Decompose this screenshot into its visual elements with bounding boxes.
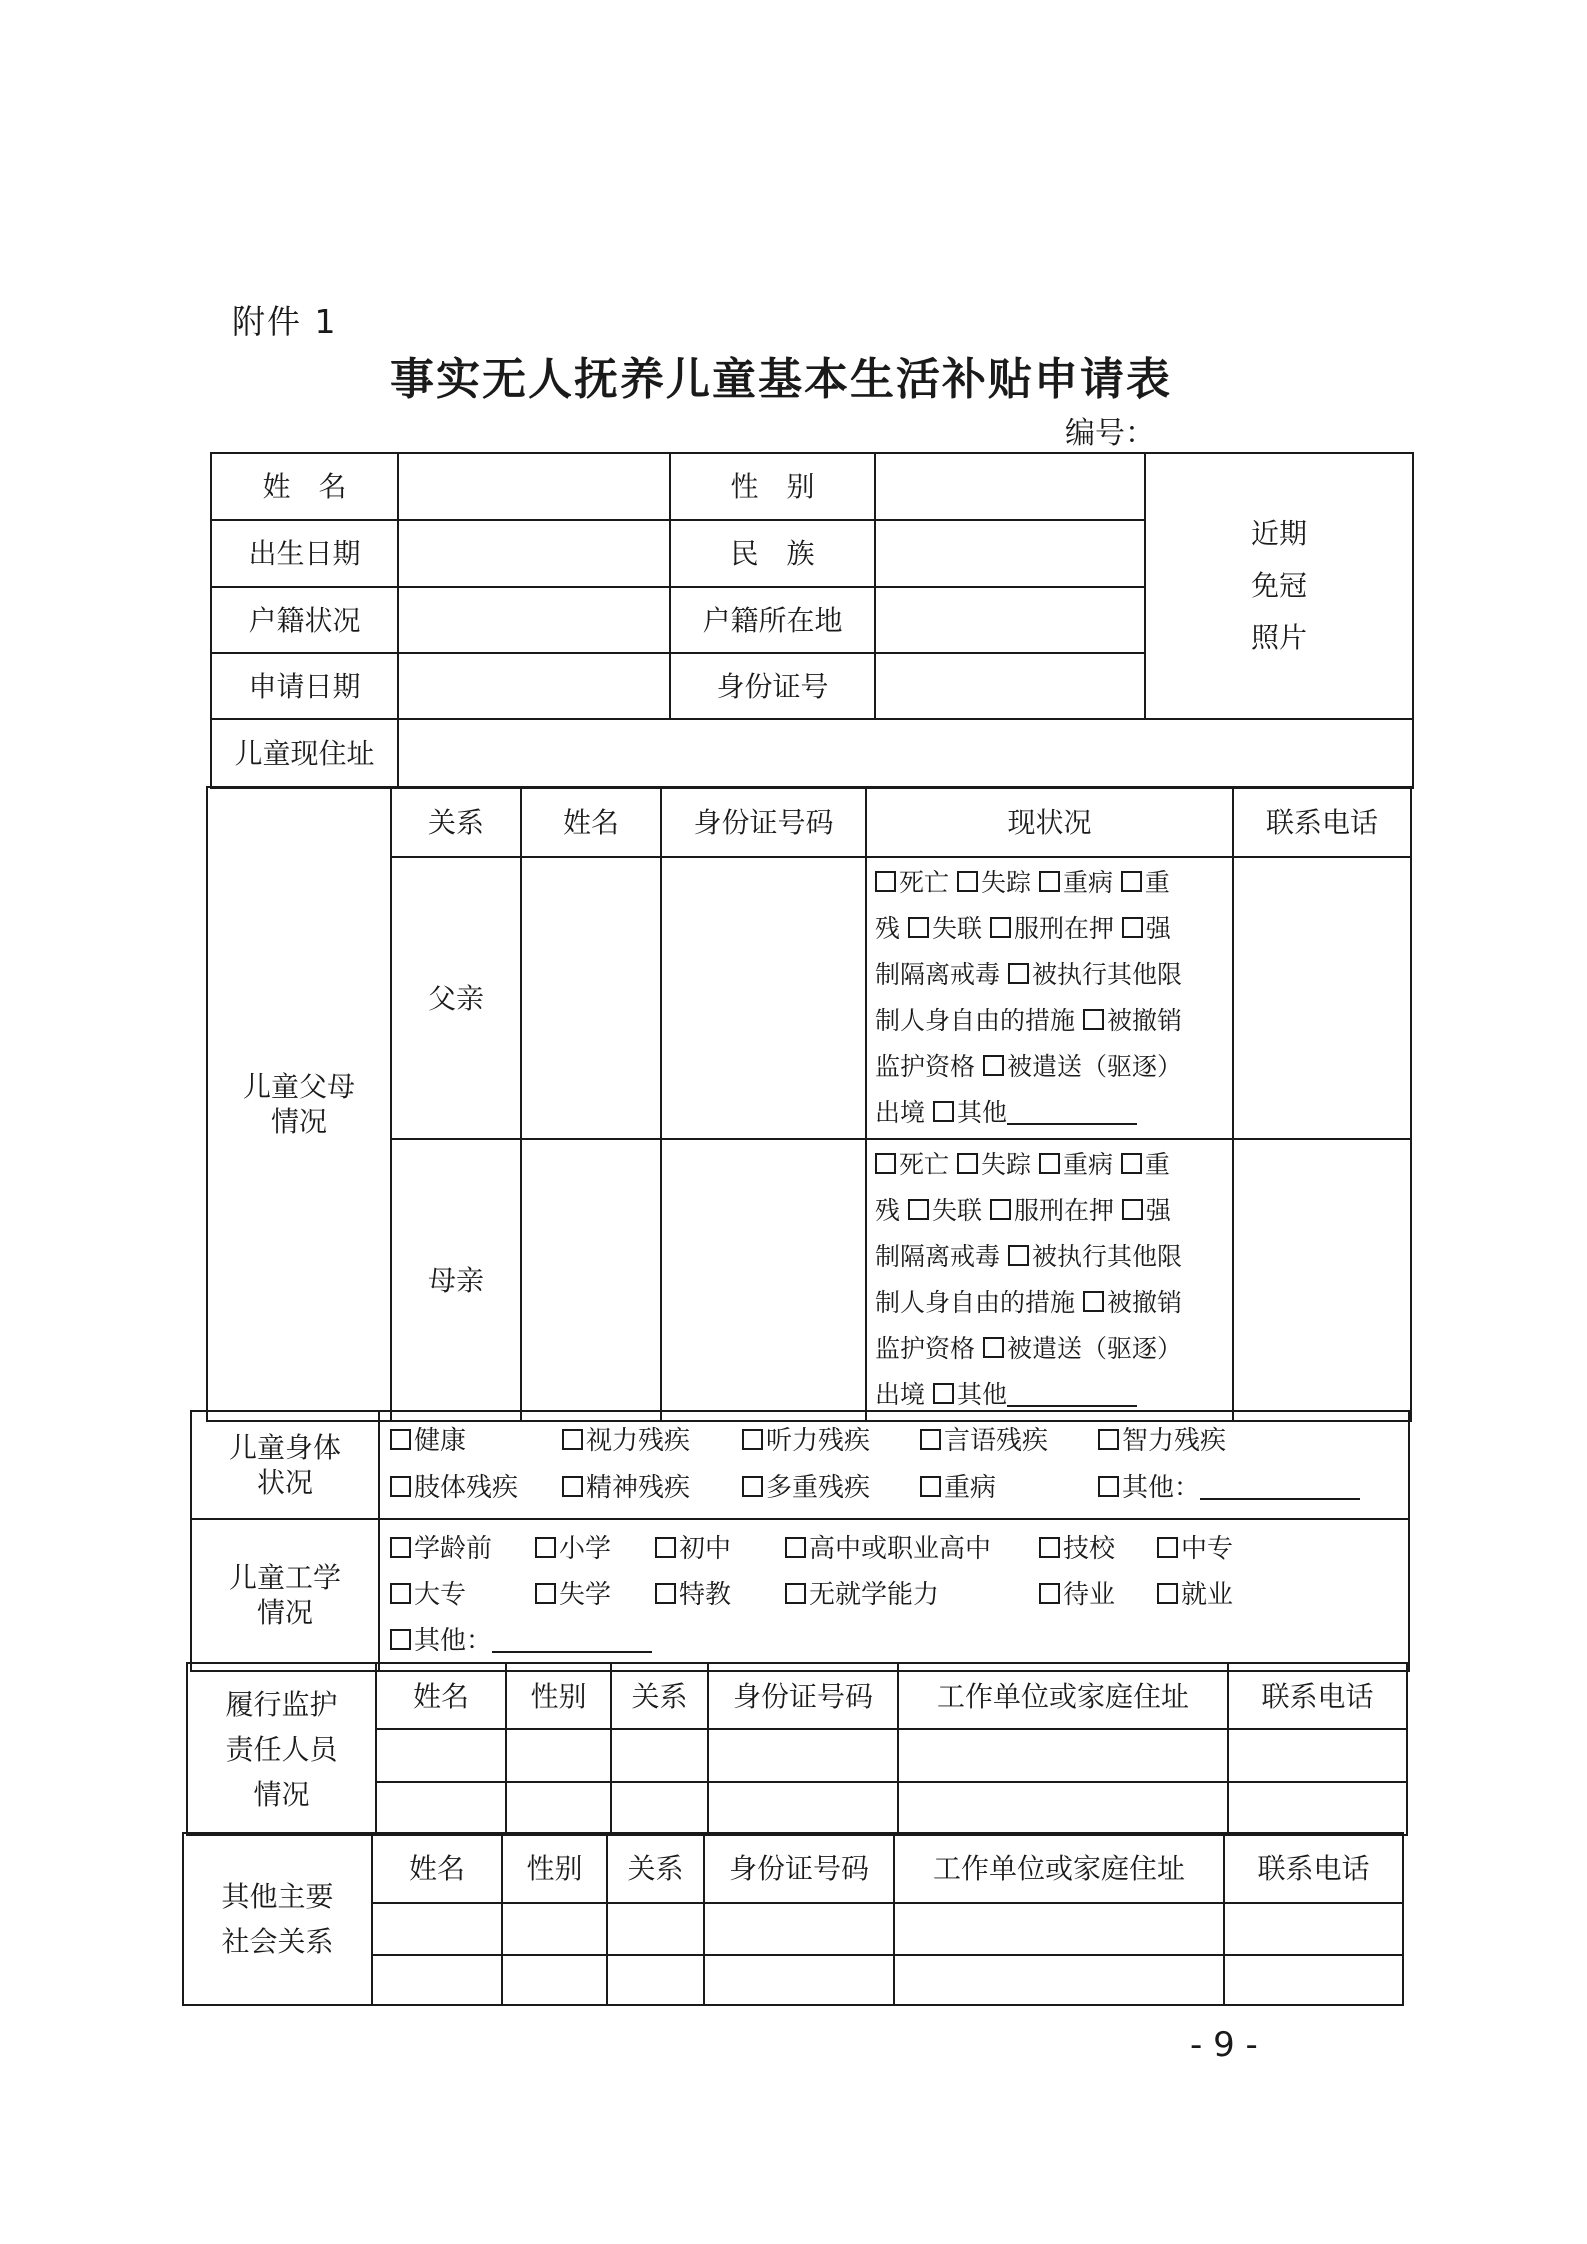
- other-blank-field[interactable]: [1007, 1099, 1137, 1125]
- study-option[interactable]: 中专: [1157, 1526, 1307, 1572]
- social-address-field[interactable]: [894, 1955, 1224, 2005]
- section-label-line: 社会关系: [221, 1925, 334, 1958]
- social-address-field[interactable]: [894, 1903, 1224, 1955]
- checkbox-icon[interactable]: [390, 1429, 411, 1450]
- checkbox-icon[interactable]: [785, 1583, 806, 1604]
- checkbox-icon[interactable]: [1157, 1583, 1178, 1604]
- guardian-gender-field[interactable]: [506, 1729, 611, 1782]
- guardian-phone-field[interactable]: [1228, 1729, 1407, 1782]
- social-phone-field[interactable]: [1224, 1903, 1403, 1955]
- checkbox-icon[interactable]: [983, 1337, 1004, 1358]
- study-option[interactable]: 大专: [390, 1572, 535, 1618]
- guardian-id-field[interactable]: [708, 1782, 898, 1835]
- health-option[interactable]: 重病: [920, 1465, 1098, 1512]
- id-number-field[interactable]: [875, 653, 1145, 719]
- checkbox-icon[interactable]: [1083, 1009, 1104, 1030]
- status-option[interactable]: 强: [1122, 906, 1171, 952]
- status-option[interactable]: 重病: [1039, 1142, 1113, 1188]
- parents-table: [206, 786, 1412, 1422]
- checkbox-icon[interactable]: [1008, 963, 1029, 984]
- health-option-other[interactable]: 其他：: [1098, 1465, 1298, 1512]
- checkbox-icon[interactable]: [1039, 1153, 1060, 1174]
- status-option[interactable]: 被执行其他限: [1008, 952, 1182, 998]
- social-relation-field[interactable]: [607, 1903, 704, 1955]
- checkbox-icon[interactable]: [1121, 871, 1142, 892]
- checkbox-icon[interactable]: [1122, 1199, 1143, 1220]
- checkbox-icon[interactable]: [562, 1429, 583, 1450]
- status-option[interactable]: 被执行其他限: [1008, 1234, 1182, 1280]
- guardian-address-field[interactable]: [898, 1729, 1228, 1782]
- health-option[interactable]: 肢体残疾: [390, 1465, 562, 1512]
- checkbox-icon[interactable]: [875, 1153, 896, 1174]
- hukou-location-label: 户籍所在地: [670, 587, 875, 653]
- health-option[interactable]: 言语残疾: [920, 1418, 1098, 1465]
- checkbox-icon[interactable]: [990, 1199, 1011, 1220]
- checkbox-icon[interactable]: [957, 871, 978, 892]
- gender-label: 性 别: [670, 453, 875, 520]
- column-header: 联系电话: [1224, 1833, 1403, 1903]
- guardian-gender-field[interactable]: [506, 1782, 611, 1835]
- checkbox-icon[interactable]: [1039, 1537, 1060, 1558]
- study-option[interactable]: 学龄前: [390, 1526, 535, 1572]
- status-option[interactable]: 重: [1121, 1142, 1170, 1188]
- column-header: 工作单位或家庭住址: [894, 1833, 1224, 1903]
- status-option[interactable]: 重病: [1039, 860, 1113, 906]
- checkbox-icon[interactable]: [390, 1583, 411, 1604]
- guardian-relation-field[interactable]: [611, 1729, 708, 1782]
- checkbox-icon[interactable]: [920, 1429, 941, 1450]
- name-label: 姓 名: [211, 453, 398, 520]
- relation-father: 父亲: [391, 857, 521, 1139]
- health-option[interactable]: 视力残疾: [562, 1418, 742, 1465]
- social-id-field[interactable]: [704, 1903, 894, 1955]
- photo-line: 免冠: [1250, 569, 1307, 602]
- status-option[interactable]: 失联: [908, 906, 982, 952]
- guardians-table: [186, 1662, 1408, 1836]
- guardians-section-label: [187, 1663, 376, 1835]
- ethnicity-field[interactable]: [875, 520, 1145, 587]
- column-header: 姓名: [376, 1663, 506, 1729]
- social-id-field[interactable]: [704, 1955, 894, 2005]
- column-header: 工作单位或家庭住址: [898, 1663, 1228, 1729]
- checkbox-icon[interactable]: [390, 1476, 411, 1497]
- status-option[interactable]: 被撤销: [1083, 1280, 1182, 1326]
- ethnicity-label: 民 族: [670, 520, 875, 587]
- checkbox-icon[interactable]: [957, 1153, 978, 1174]
- photo-area[interactable]: [1145, 453, 1413, 719]
- checkbox-icon[interactable]: [990, 917, 1011, 938]
- checkbox-icon[interactable]: [1008, 1245, 1029, 1266]
- section-label-line: 其他主要: [221, 1880, 334, 1913]
- page-number: - 9 -: [1190, 2025, 1258, 2065]
- relation-mother: 母亲: [391, 1139, 521, 1421]
- column-header: 性别: [506, 1663, 611, 1729]
- id-number-label: 身份证号: [670, 653, 875, 719]
- checkbox-icon[interactable]: [390, 1537, 411, 1558]
- health-option[interactable]: 多重残疾: [742, 1465, 920, 1512]
- health-option[interactable]: 听力残疾: [742, 1418, 920, 1465]
- birth-date-label: 出生日期: [211, 520, 398, 587]
- column-header: 联系电话: [1233, 787, 1411, 857]
- name-field[interactable]: [398, 453, 670, 520]
- guardian-name-field[interactable]: [376, 1729, 506, 1782]
- checkbox-icon[interactable]: [908, 1199, 929, 1220]
- column-header: 姓名: [521, 787, 661, 857]
- checkbox-icon[interactable]: [1122, 917, 1143, 938]
- section-label-line: 情况: [253, 1777, 310, 1811]
- social-name-field[interactable]: [372, 1903, 502, 1955]
- apply-date-label: 申请日期: [211, 653, 398, 719]
- status-option[interactable]: 被遣送（驱逐）: [983, 1326, 1182, 1372]
- study-option[interactable]: 就业: [1157, 1572, 1307, 1618]
- social-gender-field[interactable]: [502, 1903, 607, 1955]
- status-option[interactable]: 其他: [933, 1372, 1137, 1418]
- health-option[interactable]: 智力残疾: [1098, 1418, 1298, 1465]
- column-header: 性别: [502, 1833, 607, 1903]
- checkbox-icon[interactable]: [908, 917, 929, 938]
- checkbox-icon[interactable]: [390, 1629, 411, 1650]
- status-option[interactable]: 强: [1122, 1188, 1171, 1234]
- column-header: 现状况: [866, 787, 1233, 857]
- health-other-blank-field[interactable]: [1200, 1474, 1360, 1500]
- study-option[interactable]: 待业: [1039, 1572, 1157, 1618]
- study-options: [379, 1519, 1409, 1671]
- study-option[interactable]: 高中或职业高中: [785, 1526, 1039, 1572]
- checkbox-icon[interactable]: [1083, 1291, 1104, 1312]
- birth-date-field[interactable]: [398, 520, 670, 587]
- apply-date-field[interactable]: [398, 653, 670, 719]
- status-option[interactable]: 失联: [908, 1188, 982, 1234]
- health-section-label: [191, 1411, 379, 1519]
- study-option[interactable]: 技校: [1039, 1526, 1157, 1572]
- health-option[interactable]: 精神残疾: [562, 1465, 742, 1512]
- social-section-label: [183, 1833, 372, 2005]
- photo-line: 近期: [1250, 517, 1307, 550]
- study-option[interactable]: 特教: [655, 1572, 785, 1618]
- study-other-blank-field[interactable]: [492, 1627, 652, 1653]
- checkbox-icon[interactable]: [1039, 1583, 1060, 1604]
- study-option[interactable]: 小学: [535, 1526, 655, 1572]
- health-options: [379, 1411, 1409, 1519]
- guardian-relation-field[interactable]: [611, 1782, 708, 1835]
- study-option-other[interactable]: 其他：: [390, 1618, 652, 1664]
- status-option[interactable]: 其他: [933, 1090, 1137, 1136]
- address-label: 儿童现住址: [211, 719, 398, 788]
- column-header: 联系电话: [1228, 1663, 1407, 1729]
- address-field[interactable]: [398, 719, 1413, 788]
- status-option[interactable]: 失踪: [957, 1142, 1031, 1188]
- guardian-address-field[interactable]: [898, 1782, 1228, 1835]
- social-name-field[interactable]: [372, 1955, 502, 2005]
- serial-number-label: 编号：: [1065, 416, 1155, 451]
- checkbox-icon[interactable]: [742, 1429, 763, 1450]
- column-header: 身份证号码: [708, 1663, 898, 1729]
- checkbox-icon[interactable]: [1157, 1537, 1178, 1558]
- guardian-name-field[interactable]: [376, 1782, 506, 1835]
- form-title: 事实无人抚养儿童基本生活补贴申请表: [390, 354, 1172, 405]
- gender-field[interactable]: [875, 453, 1145, 520]
- study-option[interactable]: 初中: [655, 1526, 785, 1572]
- status-option[interactable]: 服刑在押: [990, 906, 1114, 952]
- other-blank-field[interactable]: [1007, 1381, 1137, 1407]
- section-label-line: 责任人员: [225, 1732, 338, 1766]
- section-label-line: 儿童身体: [228, 1431, 341, 1464]
- checkbox-icon[interactable]: [1098, 1429, 1119, 1450]
- column-header: 关系: [611, 1663, 708, 1729]
- section-label-line: 儿童父母: [242, 1070, 355, 1103]
- status-option[interactable]: 被撤销: [1083, 998, 1182, 1044]
- section-label-line: 状况: [256, 1466, 313, 1499]
- father-id-field[interactable]: [661, 857, 866, 1139]
- father-status-options: 死亡 失踪 重病 重 残 失联 服刑在押 强 制隔离戒毒 被执行其他限 制人身自由的措施 被撤销 监护资格 被遣送（驱逐） 出境 其他: [866, 857, 1233, 1139]
- column-header: 关系: [607, 1833, 704, 1903]
- checkbox-icon[interactable]: [933, 1101, 954, 1122]
- column-header: 姓名: [372, 1833, 502, 1903]
- attachment-label: 附件 1: [232, 302, 338, 341]
- basic-info-table: [210, 452, 1414, 789]
- checkbox-icon[interactable]: [1098, 1476, 1119, 1497]
- hukou-status-field[interactable]: [398, 587, 670, 653]
- section-label-line: 履行监护: [225, 1687, 338, 1721]
- mother-status-options: 死亡 失踪 重病 重 残 失联 服刑在押 强 制隔离戒毒 被执行其他限 制人身自由的措施 被撤销 监护资格 被遣送（驱逐） 出境 其他: [866, 1139, 1233, 1421]
- study-option[interactable]: 无就学能力: [785, 1572, 1039, 1618]
- social-relation-field[interactable]: [607, 1955, 704, 2005]
- checkbox-icon[interactable]: [1121, 1153, 1142, 1174]
- status-option[interactable]: 死亡: [875, 1142, 949, 1188]
- status-option[interactable]: 被遣送（驱逐）: [983, 1044, 1182, 1090]
- checkbox-icon[interactable]: [875, 871, 896, 892]
- mother-phone-field[interactable]: [1233, 1139, 1411, 1421]
- mother-name-field[interactable]: [521, 1139, 661, 1421]
- checkbox-icon[interactable]: [562, 1476, 583, 1497]
- hukou-location-field[interactable]: [875, 587, 1145, 653]
- checkbox-icon[interactable]: [535, 1583, 556, 1604]
- section-label-line: 情况: [256, 1596, 313, 1629]
- health-study-table: [190, 1410, 1410, 1672]
- column-header: 身份证号码: [704, 1833, 894, 1903]
- checkbox-icon[interactable]: [785, 1537, 806, 1558]
- checkbox-icon[interactable]: [742, 1476, 763, 1497]
- status-option[interactable]: 失踪: [957, 860, 1031, 906]
- status-option[interactable]: 死亡: [875, 860, 949, 906]
- checkbox-icon[interactable]: [983, 1055, 1004, 1076]
- parents-section-label: [207, 787, 391, 1421]
- social-phone-field[interactable]: [1224, 1955, 1403, 2005]
- checkbox-icon[interactable]: [655, 1583, 676, 1604]
- guardian-id-field[interactable]: [708, 1729, 898, 1782]
- guardian-phone-field[interactable]: [1228, 1782, 1407, 1835]
- column-header: 关系: [391, 787, 521, 857]
- social-gender-field[interactable]: [502, 1955, 607, 2005]
- hukou-status-label: 户籍状况: [211, 587, 398, 653]
- section-label-line: 儿童工学: [228, 1561, 341, 1594]
- checkbox-icon[interactable]: [920, 1476, 941, 1497]
- checkbox-icon[interactable]: [655, 1537, 676, 1558]
- father-phone-field[interactable]: [1233, 857, 1411, 1139]
- checkbox-icon[interactable]: [535, 1537, 556, 1558]
- social-relations-table: [182, 1832, 1404, 2006]
- status-option[interactable]: 服刑在押: [990, 1188, 1114, 1234]
- study-option[interactable]: 失学: [535, 1572, 655, 1618]
- status-option[interactable]: 重: [1121, 860, 1170, 906]
- checkbox-icon[interactable]: [1039, 871, 1060, 892]
- section-label-line: 情况: [270, 1105, 327, 1138]
- study-section-label: [191, 1519, 379, 1671]
- father-name-field[interactable]: [521, 857, 661, 1139]
- column-header: 身份证号码: [661, 787, 866, 857]
- checkbox-icon[interactable]: [933, 1383, 954, 1404]
- mother-id-field[interactable]: [661, 1139, 866, 1421]
- health-option[interactable]: 健康: [390, 1418, 562, 1465]
- photo-line: 照片: [1250, 621, 1307, 654]
